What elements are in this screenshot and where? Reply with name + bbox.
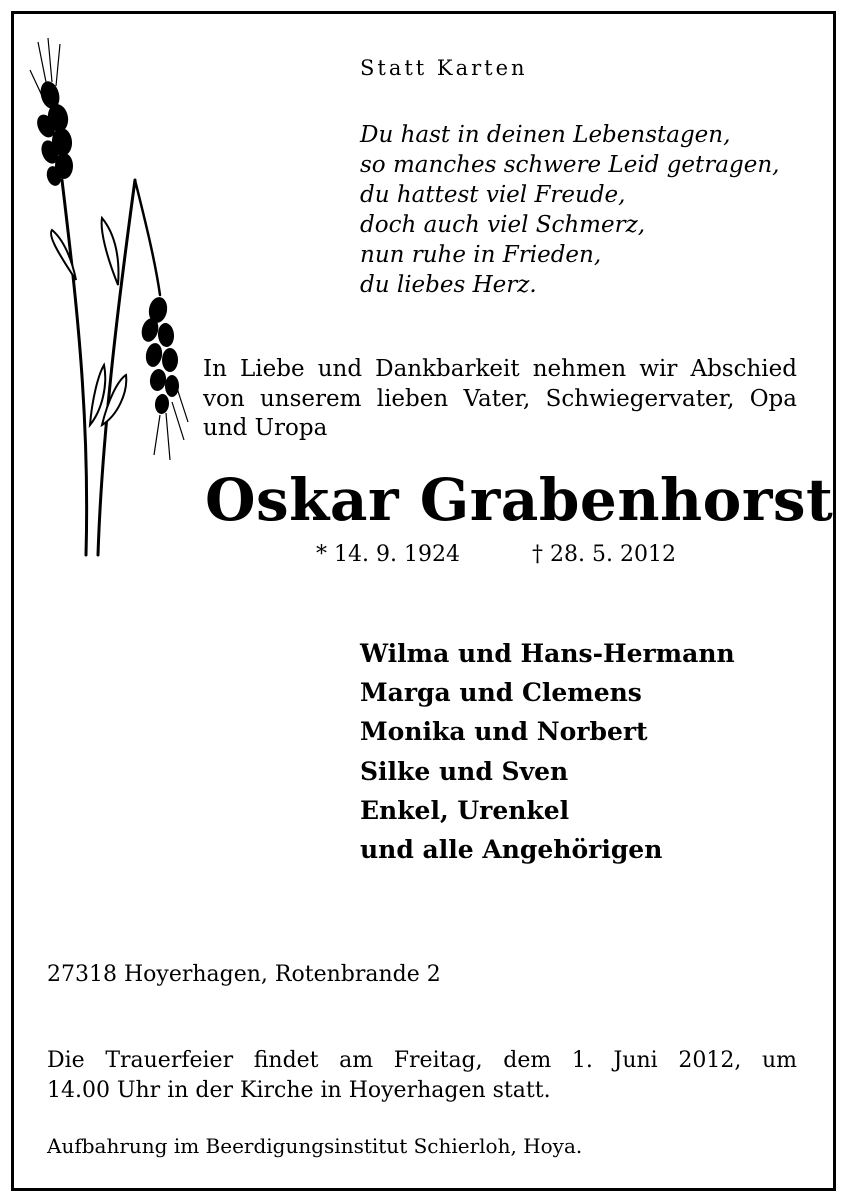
viewing-info: Aufbahrung im Beerdigungsinstitut Schierloh, Hoya. <box>47 1134 583 1158</box>
poem-line: Du hast in deinen Lebenstagen, <box>360 122 731 148</box>
intro-line: und Uropa <box>203 415 328 441</box>
mourner-entry: Wilma und Hans-Hermann <box>360 639 735 668</box>
intro-line: von unserem lieben Vater, Schwiegervater, Opa <box>203 385 797 412</box>
intro-line: In Liebe und Dankbarkeit nehmen wir Abschied <box>203 356 797 382</box>
mourners-list <box>360 634 735 869</box>
statt-karten-label: Statt Karten <box>360 56 528 80</box>
poem-line: so manches schwere Leid getragen, <box>360 152 780 178</box>
mourner-entry: und alle Angehörigen <box>360 835 663 865</box>
poem-line: du hattest viel Freude, <box>360 182 626 208</box>
poem-line: nun ruhe in Frieden, <box>360 242 602 268</box>
wheat-ears-icon <box>20 30 200 570</box>
funeral-service-info <box>47 1046 797 1106</box>
service-line: 14.00 Uhr in der Kirche in Hoyerhagen statt. <box>47 1078 551 1103</box>
death-date: † 28. 5. 2012 <box>532 542 676 567</box>
birth-date: * 14. 9. 1924 <box>316 542 460 567</box>
mourner-entry: Enkel, Urenkel <box>360 795 570 825</box>
mourner-entry: Monika und Norbert <box>360 717 648 747</box>
service-line: Die Trauerfeier findet am Freitag, dem 1. Juni 2012, um <box>47 1048 797 1073</box>
farewell-intro <box>203 355 797 444</box>
mourner-entry: Silke und Sven <box>360 756 569 786</box>
deceased-name: Oskar Grabenhorst <box>205 466 834 534</box>
poem-line: doch auch viel Schmerz, <box>360 212 646 238</box>
address: 27318 Hoyerhagen, Rotenbrande 2 <box>47 962 441 987</box>
poem-line: du liebes Herz. <box>360 272 537 298</box>
poem <box>360 120 779 300</box>
mourner-entry: Marga und Clemens <box>360 678 642 708</box>
